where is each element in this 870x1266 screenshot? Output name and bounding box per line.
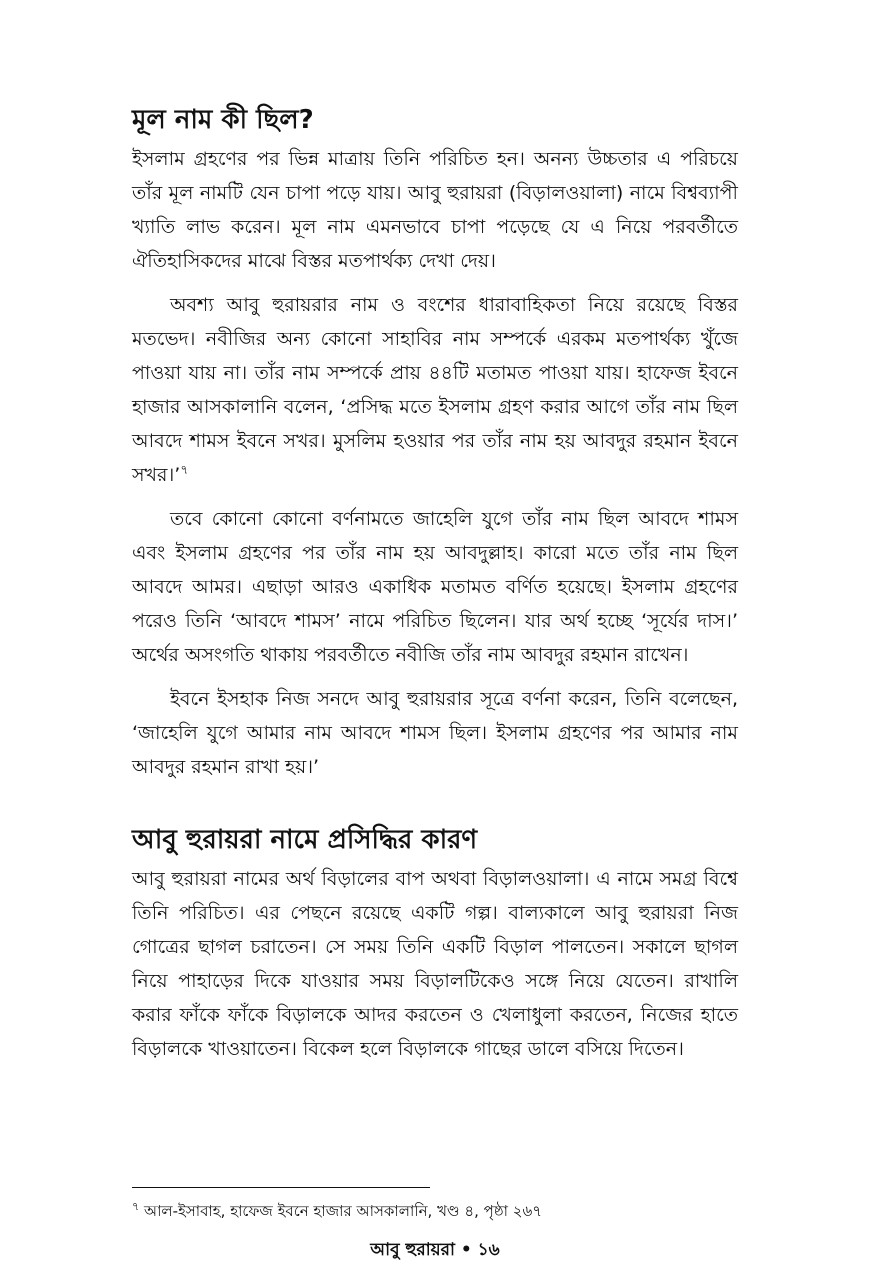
running-footer: আবু হুরায়রা • ১৬	[370, 1240, 500, 1260]
footnote-text: আল-ইসাবাহ, হাফেজ ইবনে হাজার আসকালানি, খণ্ড ৪, পৃষ্ঠা ২৬৭	[143, 1202, 543, 1220]
paragraph-text: তবে কোনো কোনো বর্ণনামতে জাহেলি যুগে তাঁর নাম ছিল আবদে শামস এবং ইসলাম গ্রহণের পর তাঁর নাম হয় আবদুল্লাহ। কারো মতে তাঁর নাম ছিল আবদে আমর। এছাড়া আরও একাধিক মতামত বর্ণিত হয়েছে। ইসলাম গ্রহণের পরেও তিনি ‘আবদে শামস’ নামে পরিচিত ছিলেন। যার অর্থ হচ্ছে ‘সূর্যের দাস।’ অর্থের অসংগতি থাকায় পরবর্তীতে নবীজি তাঁর নাম আবদুর রহমান রাখেন।	[132, 508, 738, 666]
paragraph-text: ইসলাম গ্রহণের পর ভিন্ন মাত্রায় তিনি পরিচিত হন। অনন্য উচ্চতার এ পরিচয়ে তাঁর মূল নামটি যেন চাপা পড়ে যায়। আবু হুরায়রা (বিড়ালওয়ালা) নামে বিশ্বব্যাপী খ্যাতি লাভ করেন। মূল নাম এমনভাবে চাপা পড়েছে যে এ নিয়ে পরবর্তীতে ঐতিহাসিকদের মাঝে বিস্তর মতপার্থক্য দেখা দেয়।	[132, 148, 738, 272]
section-heading-original-name: মূল নাম কী ছিল?	[132, 105, 314, 135]
paragraph-original-name-intro	[132, 142, 738, 278]
footnote-reference[interactable]: ৭	[180, 462, 189, 477]
paragraph-text: অবশ্য আবু হুরায়রার নাম ও বংশের ধারাবাহিকতা নিয়ে রয়েছে বিস্তর মতভেদ। নবীজির অন্য কোনো সাহাবির নাম সম্পর্কে এরকম মতপার্থক্য খুঁজে পাওয়া যায় না। তাঁর নাম সম্পর্কে প্রায় ৪৪টি মতামত পাওয়া যায়। হাফেজ ইবনে হাজার আসকালানি বলেন, ‘প্রসিদ্ধ মতে ইসলাম গ্রহণ করার আগে তাঁর নাম ছিল আবদে শামস ইবনে সখর। মুসলিম হওয়ার পর তাঁর নাম হয় আবদুর রহমান ইবনে সখর।’	[132, 294, 738, 486]
paragraph-name-disputes	[132, 288, 738, 492]
paragraph-other-narrations	[132, 502, 738, 672]
page-body	[132, 100, 738, 1076]
section-heading-fame-reason: আবু হুরায়রা নামে প্রসিদ্ধির কারণ	[132, 825, 478, 855]
paragraph-text: ইবনে ইসহাক নিজ সনদে আবু হুরায়রার সূত্রে বর্ণনা করেন, তিনি বলেছেন, ‘জাহেলি যুগে আমার নাম আবদে শামস ছিল। ইসলাম গ্রহণের পর আমার নাম আবদুর রহমান রাখা হয়।’	[132, 688, 738, 778]
footnote-number: ৭	[132, 1200, 140, 1213]
paragraph-cat-story	[132, 862, 738, 1066]
paragraph-text: আবু হুরায়রা নামের অর্থ বিড়ালের বাপ অথবা বিড়ালওয়ালা। এ নামে সমগ্র বিশ্বে তিনি পরিচিত। এর পেছনে রয়েছে একটি গল্প। বাল্যকালে আবু হুরায়রা নিজ গোত্রের ছাগল চরাতেন। সে সময় তিনি একটি বিড়াল পালতেন। সকালে ছাগল নিয়ে পাহাড়ের দিকে যাওয়ার সময় বিড়ালটিকেও সঙ্গে নিয়ে যেতেন। রাখালি করার ফাঁকে ফাঁকে বিড়ালকে আদর করতেন ও খেলাধুলা করতেন, নিজের হাতে বিড়ালকে খাওয়াতেন। বিকেল হলে বিড়ালকে গাছের ডালে বসিয়ে দিতেন।	[132, 868, 738, 1060]
footnote	[132, 1199, 738, 1223]
paragraph-ibn-ishaq	[132, 682, 738, 784]
footnote-divider	[132, 1187, 430, 1188]
